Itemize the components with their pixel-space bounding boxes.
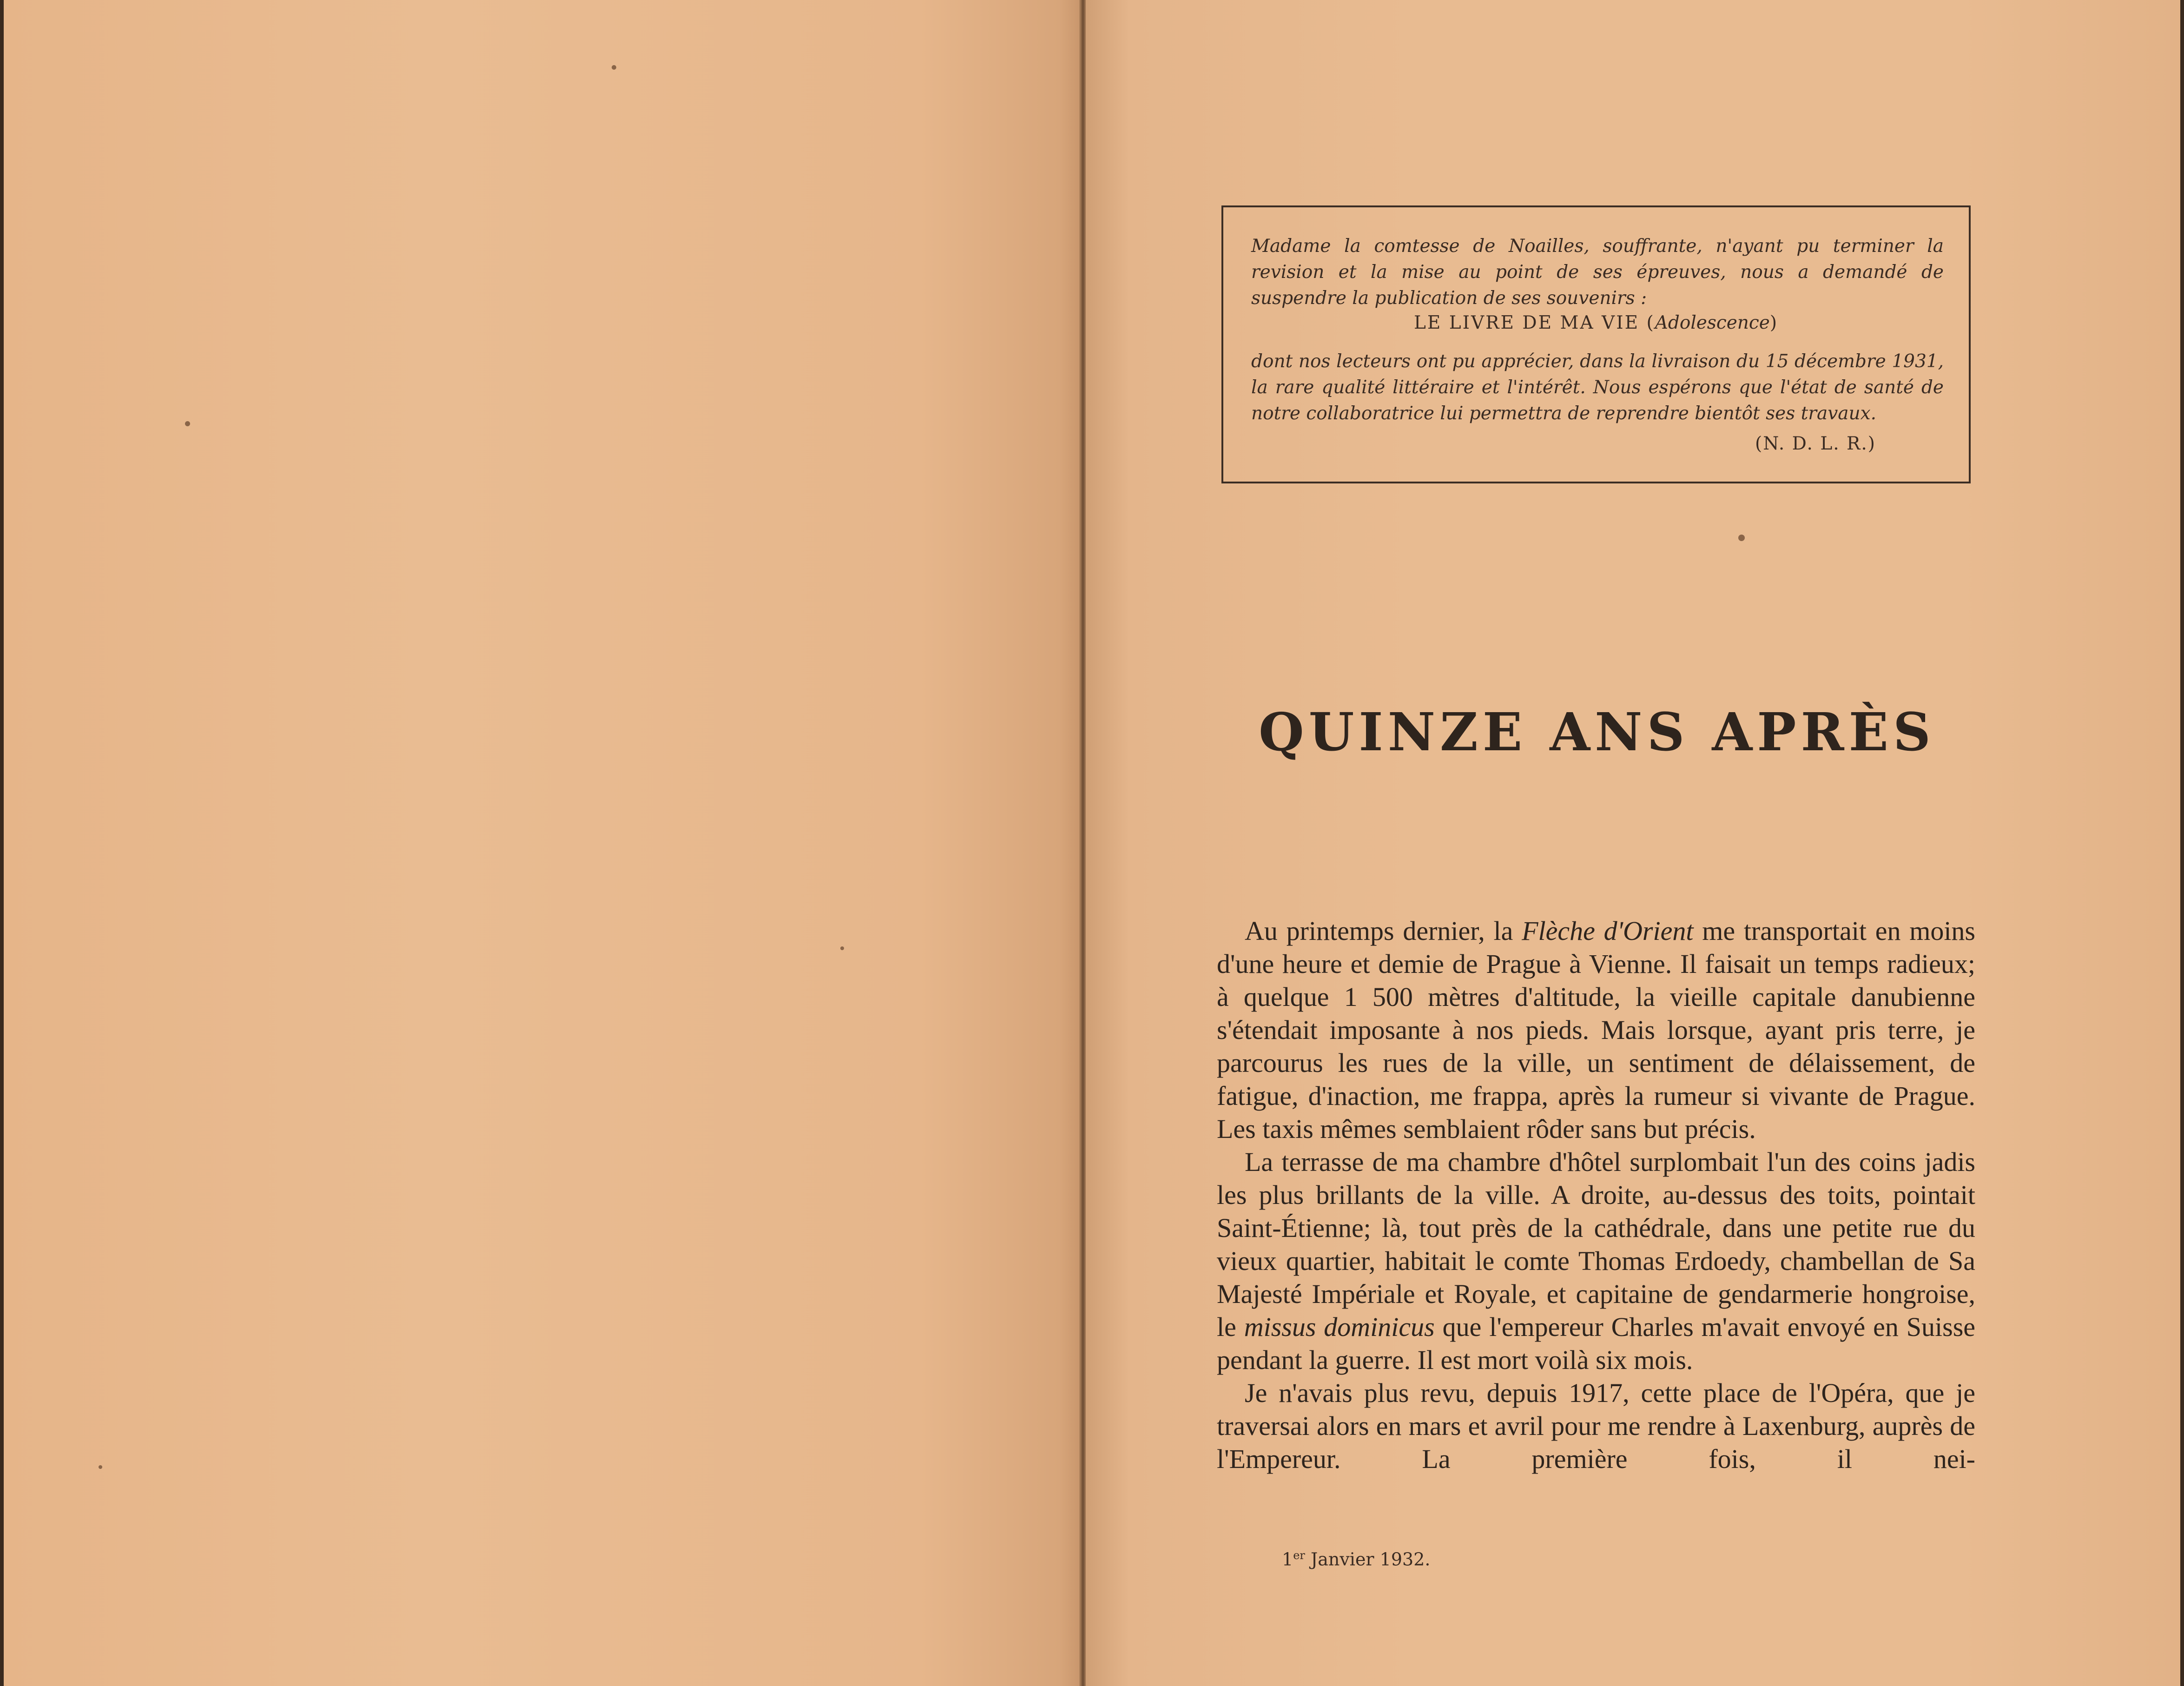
footnote-text: Janvier 1932. [1305,1549,1431,1570]
paper-speck [1738,535,1745,541]
notice-book-subtitle: Adolescence [1655,312,1770,333]
notice-book-title: LE LIVRE DE MA VIE (Adolescence) [1413,312,1779,333]
notice-book-name: LE LIVRE DE MA VIE [1413,312,1640,333]
article-body [1217,914,1975,1475]
p1-train-name: Flèche d'Orient [1522,916,1694,946]
editorial-notice-box [1221,205,1971,483]
paper-speck [185,421,190,426]
p2-text-b: que l'empereur Charles m'avait envoyé en Suisse pendant la guerre. Il est mort voilà six mois. [1217,1312,1976,1375]
p2-latin-phrase: missus dominicus [1244,1312,1435,1342]
p1-text-b: me transportait en moins d'une heure et demie de Prague à Vienne. Il faisait un temps radieux; à quelque 1 500 mètres d'altitude, la vieille capitale danubienne s'étendait imposante à nos pieds. Mais lorsque, ayant pris terre, je parcourus les rues de la ville, un sentiment de délaissement, de fatigue, d'inaction, me frappa, après la rumeur si vivante de Prague. Les taxis mêmes semblaient rôder sans but précis. [1217,916,1975,1144]
paper-speck [99,1465,102,1469]
p2-text-a: La terrasse de ma chambre d'hôtel surplombait l'un des coins jadis les plus brillants de la ville. A droite, au-dessus des toits, pointait Saint-Étienne; là, tout près de la cathédrale, dans une petite rue du vieux quartier, habitait le comte Thomas Erdoedy, chambellan de Sa Majesté Impériale et Royale, et capitaine de gendarmerie hongroise, le [1217,1147,1975,1342]
left-page-blank [4,0,1081,1686]
notice-paragraph-2: dont nos lecteurs ont pu apprécier, dans la livraison du 15 décembre 1931, la rare qualité littéraire et l'intérêt. Nous espérons que l'état de santé de notre collaboratrice lui permettra de reprendre bientôt ses travaux. [1251,351,1944,424]
article-paragraph-2 [1217,1145,1975,1376]
article-paragraph-3: Je n'avais plus revu, depuis 1917, cette place de l'Opéra, que je traversai alors en mars et avril pour me rendre à Laxenburg, auprès de l'Empereur. La première fois, il nei- [1217,1378,1975,1474]
p1-text-a: Au printemps dernier, la [1245,916,1522,946]
article-paragraph-1 [1217,914,1975,1145]
footnote-superscript: er [1293,1549,1305,1562]
paper-speck [840,946,844,950]
notice-signature: (N. D. L. R.) [1755,433,1876,454]
paper-speck [612,65,616,70]
notice-paragraph-1: Madame la comtesse de Noailles, souffrante, n'ayant pu terminer la revision et la mise au point de ses épreuves, nous a demandé de suspendre la publication de ses souvenirs : [1251,236,1944,309]
footnote-number: 1 [1282,1549,1293,1570]
article-title: QUINZE ANS APRÈS [1259,702,1935,763]
issue-date-footnote [1282,1549,1430,1570]
